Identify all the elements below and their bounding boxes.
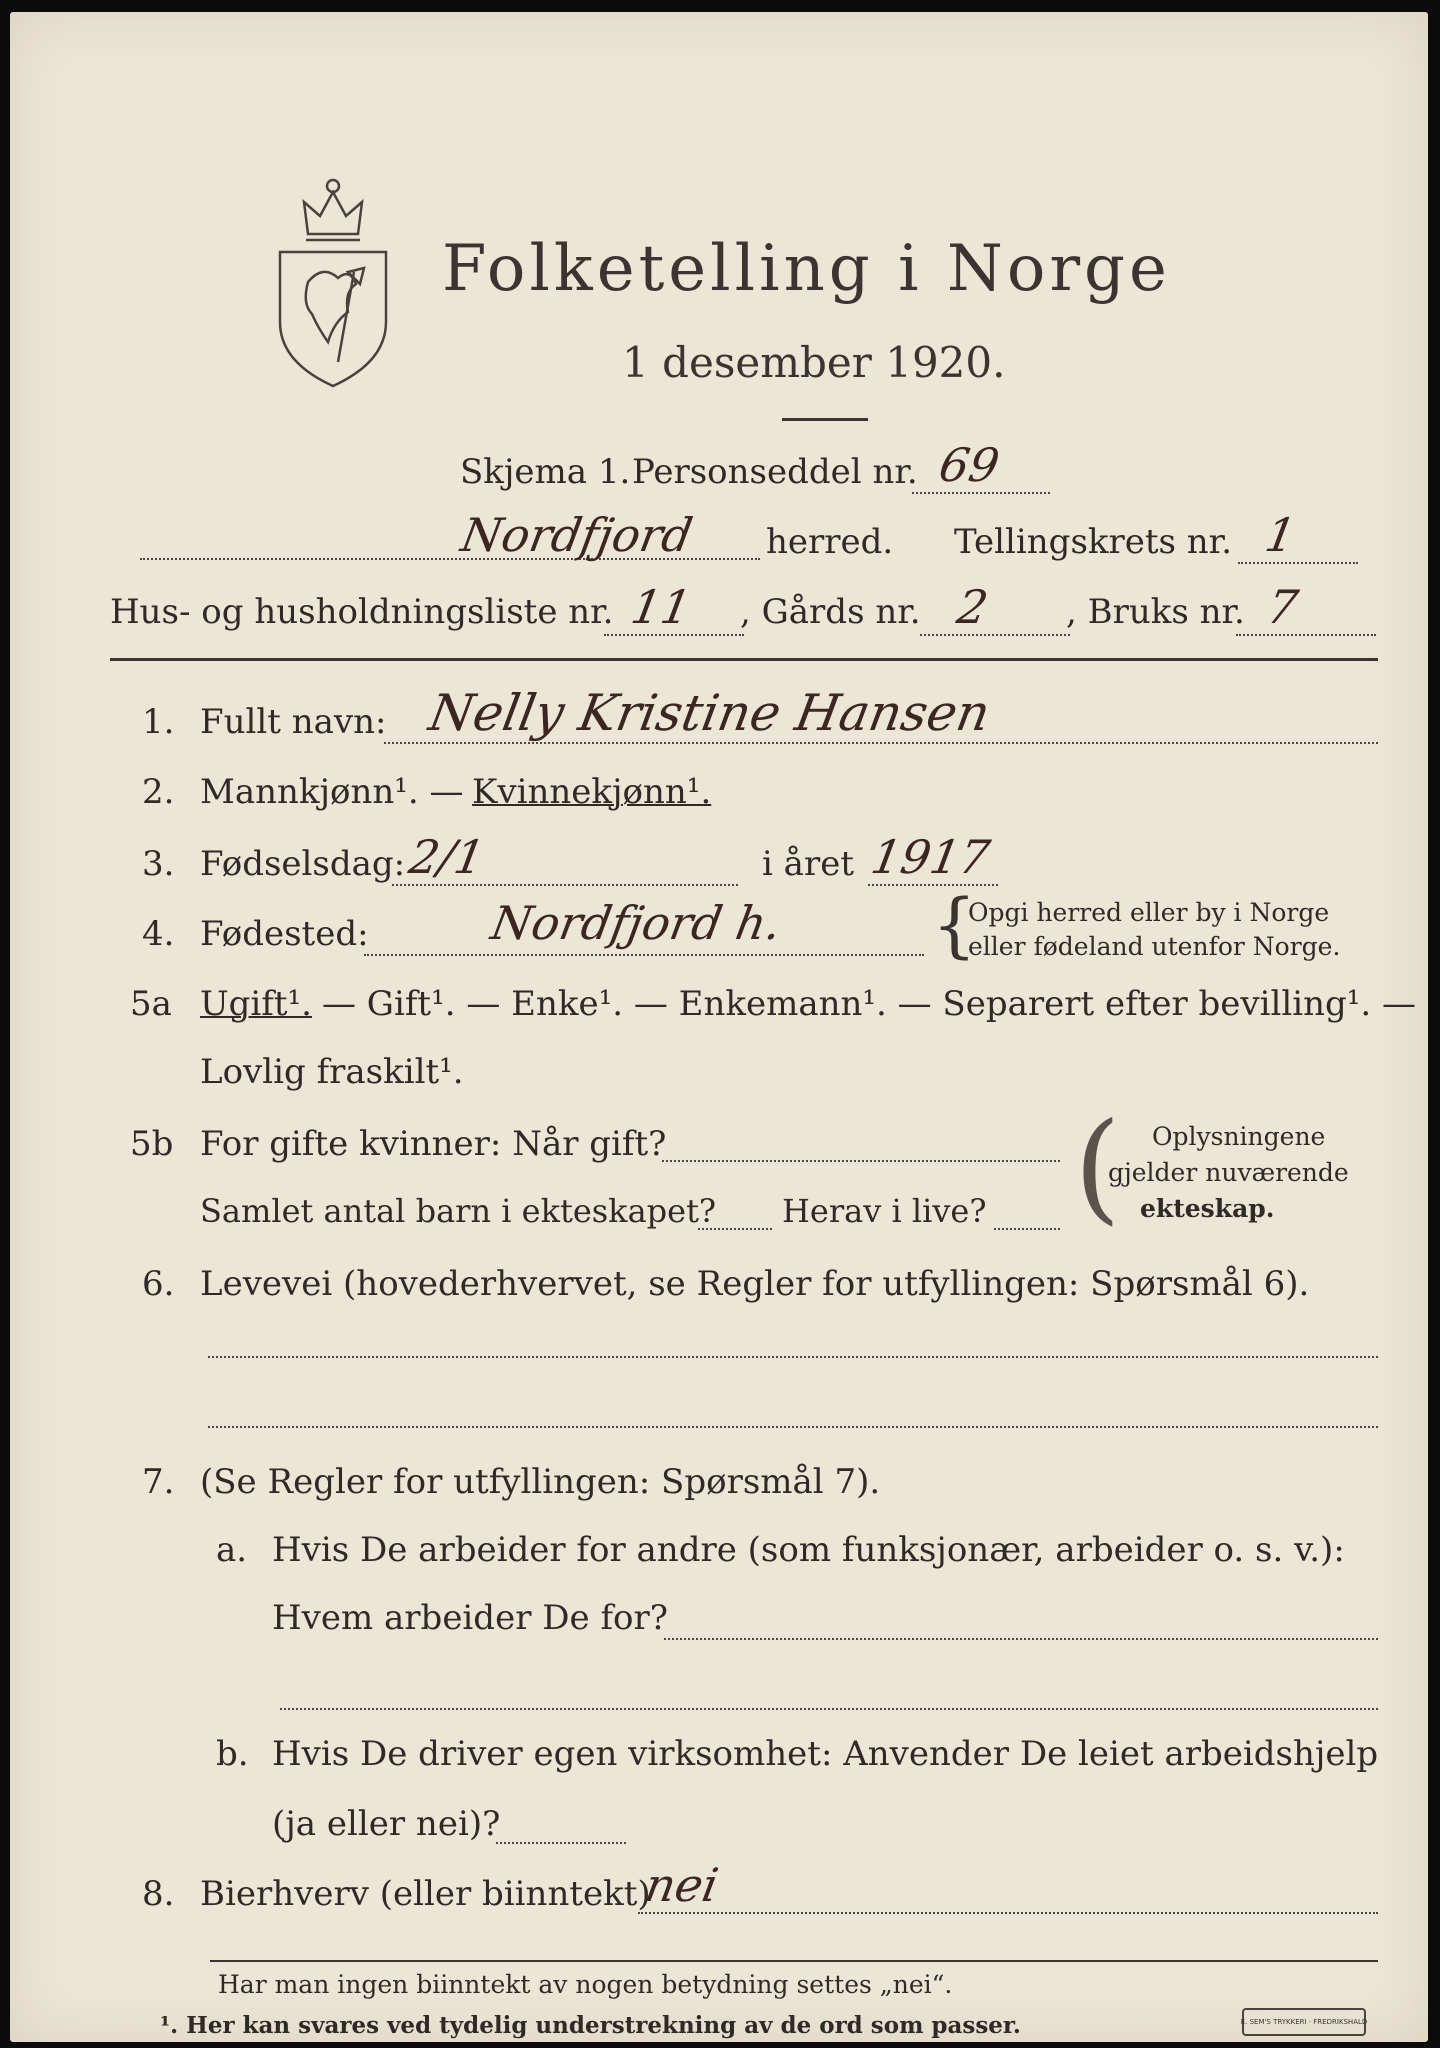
herred-label: herred.	[766, 522, 894, 562]
q7-number: 7.	[142, 1462, 175, 1502]
q7a-text: Hvis De arbeider for andre (som funksjonær, arbeider o. s. v.):	[272, 1530, 1345, 1570]
q5b-when-field[interactable]	[662, 1160, 1060, 1162]
q4-brace: {	[932, 884, 977, 966]
skjema-label: Skjema 1.	[460, 452, 631, 492]
footer-rule	[210, 1960, 1378, 1962]
footer-note: Har man ingen biinntekt av nogen betydning settes „nei“.	[218, 1970, 953, 1999]
gards-value: 2	[953, 580, 993, 634]
q1-field[interactable]	[384, 742, 1378, 744]
q4-note-2: eller fødeland utenfor Norge.	[968, 932, 1341, 961]
gards-field[interactable]	[920, 634, 1070, 636]
q7b-number: b.	[216, 1734, 249, 1774]
q5b-children-field[interactable]	[698, 1228, 772, 1230]
census-date: 1 desember 1920.	[622, 338, 1006, 387]
q8-field[interactable]	[638, 1912, 1378, 1914]
q5b-note-3: ekteskap.	[1140, 1194, 1275, 1223]
q6-field-2[interactable]	[208, 1426, 1378, 1428]
printer-stamp-text: E. SEM'S TRYKKERI · FREDRIKSHALD	[1240, 2018, 1368, 2026]
personseddel-field[interactable]	[912, 492, 1050, 494]
q5b-note-1: Oplysningene	[1152, 1122, 1326, 1151]
q5b-alive-field[interactable]	[994, 1228, 1060, 1230]
q1-answer: Nelly Kristine Hansen	[424, 684, 995, 742]
title-divider	[782, 418, 868, 421]
header-rule	[110, 658, 1378, 661]
gards-label: , Gårds nr.	[740, 592, 921, 632]
q5a-ugift[interactable]: Ugift¹.	[200, 984, 312, 1024]
q2-female[interactable]: Kvinnekjønn¹.	[472, 772, 712, 812]
footnote: ¹. Her kan svares ved tydelig understrekning av de ord som passer.	[160, 2012, 1021, 2039]
q7-label: (Se Regler for utfyllingen: Spørsmål 7).	[200, 1462, 881, 1502]
census-form	[10, 12, 1428, 2042]
q4-answer: Nordfjord h.	[487, 896, 786, 950]
q7a-field-1[interactable]	[664, 1638, 1378, 1640]
hus-label: Hus- og husholdningsliste nr.	[110, 592, 614, 632]
q3-year-value: 1917	[867, 830, 994, 884]
q8-answer: nei	[641, 1858, 723, 1912]
q5a-options: — Gift¹. — Enke¹. — Enkemann¹. — Separert efter bevilling¹. —	[322, 984, 1417, 1024]
tellingskrets-label: Tellingskrets nr.	[954, 522, 1233, 562]
herred-value: Nordfjord	[457, 508, 697, 562]
tellingskrets-field[interactable]	[1238, 562, 1358, 564]
q1-label: Fullt navn:	[200, 702, 387, 742]
q3-number: 3.	[142, 844, 175, 884]
q3-day-field[interactable]	[392, 884, 738, 886]
q2-male: Mannkjønn¹. —	[200, 772, 464, 812]
q3-year-label: i året	[762, 844, 854, 884]
q4-field[interactable]	[364, 954, 924, 956]
q6-number: 6.	[142, 1264, 175, 1304]
q7a-field-2[interactable]	[280, 1708, 1378, 1710]
hus-value: 11	[627, 580, 696, 634]
q6-label: Levevei (hovederhvervet, se Regler for utfyllingen: Spørsmål 6).	[200, 1264, 1310, 1304]
q5b-label-2: Samlet antal barn i ekteskapet?	[200, 1192, 717, 1230]
q7a-number: a.	[216, 1530, 248, 1570]
q7b-text: Hvis De driver egen virksomhet: Anvender De leiet arbeidshjelp	[272, 1734, 1379, 1774]
q5b-brace: (	[1074, 1098, 1121, 1237]
q4-label: Fødested:	[200, 914, 369, 954]
form-title: Folketelling i Norge	[442, 232, 1171, 306]
q3-day-value: 2/1	[405, 830, 489, 884]
personseddel-label: Personseddel nr.	[632, 452, 918, 492]
bruks-value: 7	[1263, 580, 1303, 634]
q7a-question: Hvem arbeider De for?	[272, 1598, 668, 1638]
q5a-number: 5a	[130, 984, 172, 1024]
q5b-label-3: Herav i live?	[782, 1192, 987, 1230]
norwegian-coat-of-arms-icon	[268, 172, 398, 390]
personseddel-value: 69	[935, 438, 1004, 492]
q7b-question: (ja eller nei)?	[272, 1804, 501, 1844]
hus-field[interactable]	[604, 634, 744, 636]
printer-stamp	[1242, 2008, 1366, 2036]
q4-note-1: Opgi herred eller by i Norge	[968, 898, 1330, 927]
q2-number: 2.	[142, 772, 175, 812]
q5b-label-1: For gifte kvinner: Når gift?	[200, 1124, 667, 1164]
tellingskrets-value: 1	[1261, 508, 1301, 562]
bruks-field[interactable]	[1236, 634, 1376, 636]
q3-label: Fødselsdag:	[200, 844, 406, 884]
q5a-line2: Lovlig fraskilt¹.	[200, 1052, 464, 1092]
q4-number: 4.	[142, 914, 175, 954]
q5b-note-2: gjelder nuværende	[1108, 1158, 1349, 1187]
q7b-field[interactable]	[496, 1842, 626, 1844]
q8-label: Bierhverv (eller biinntekt)	[200, 1874, 651, 1914]
q5b-number: 5b	[130, 1124, 174, 1164]
q1-number: 1.	[142, 702, 175, 742]
bruks-label: , Bruks nr.	[1066, 592, 1245, 632]
q8-number: 8.	[142, 1874, 175, 1914]
q6-field-1[interactable]	[208, 1356, 1378, 1358]
